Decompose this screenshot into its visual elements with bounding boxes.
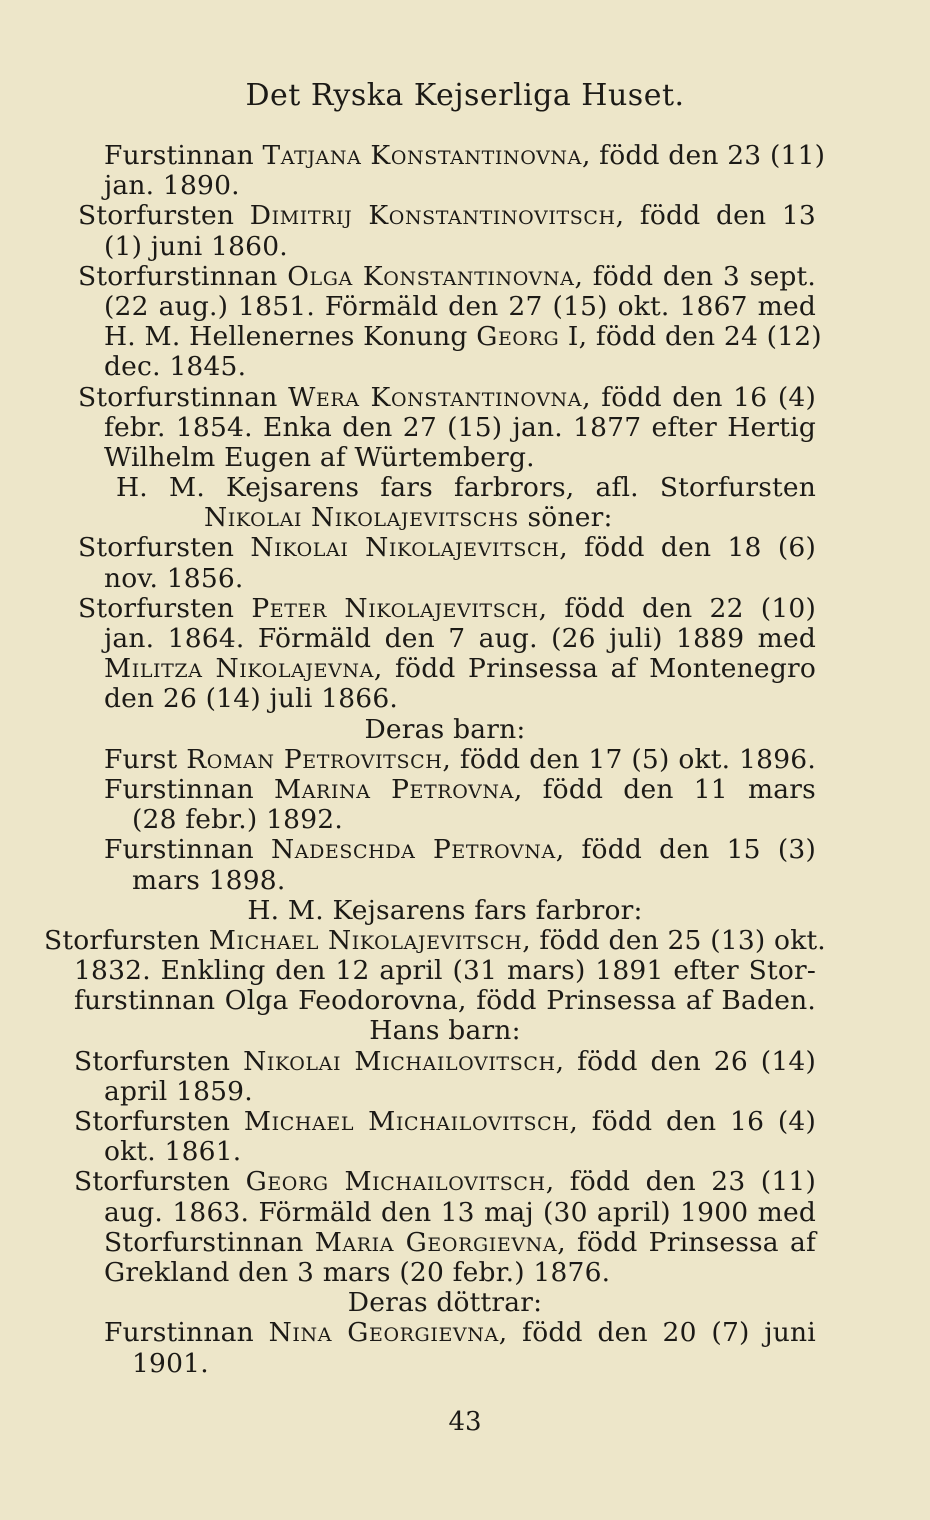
text-run: dec. 1845.: [104, 351, 247, 383]
text-line: [104, 171, 816, 201]
name-smallcaps: Militza Nikolajevna: [104, 653, 374, 685]
text-run: Storfursten: [78, 592, 252, 624]
text-run: , född den 16 (4): [582, 381, 816, 413]
text-run: Furstinnan: [104, 834, 271, 866]
text-run: april 1859.: [104, 1075, 253, 1107]
section-heading: [74, 715, 816, 745]
text-line: [132, 805, 816, 835]
text-line: [78, 533, 816, 563]
text-line: [74, 956, 816, 986]
text-run: , född den 26 (14): [555, 1045, 816, 1077]
text-run: Storfursten: [74, 1045, 244, 1077]
text-run: , född den 18 (6): [559, 532, 816, 564]
text-line: [104, 775, 816, 805]
text-line: [104, 654, 816, 684]
section-heading: [74, 1288, 816, 1318]
name-smallcaps: Nikolai Nikolajevitsch: [250, 532, 560, 564]
text-run: H. M. Hellenernes Konung: [104, 321, 477, 353]
text-line: [116, 473, 816, 503]
text-run: Storfurstinnan: [104, 1226, 315, 1258]
text-line: [104, 1258, 816, 1288]
name-smallcaps: Nikolai Michailovitsch: [243, 1045, 556, 1077]
text-run: Storfursten: [78, 200, 250, 232]
name-smallcaps: Tatjana Konstantinovna: [262, 140, 582, 171]
text-line: [104, 1077, 816, 1107]
text-run: Wilhelm Eugen af Würtemberg.: [104, 441, 535, 473]
name-smallcaps: Nikolai Nikolajevitschs: [204, 502, 519, 534]
text-run: , född Prinsessa af: [557, 1226, 816, 1258]
text-run: , född den 13: [615, 200, 816, 232]
text-line: [74, 986, 816, 1016]
text-run: I, född den 24 (12): [559, 321, 822, 353]
text-line: [74, 1107, 816, 1137]
text-line: [104, 352, 816, 382]
text-line: [104, 232, 816, 262]
text-run: (1) juni 1860.: [104, 230, 288, 262]
text-line: [104, 140, 826, 171]
text-line: [104, 1137, 816, 1167]
name-smallcaps: Maria Georgievna: [314, 1226, 558, 1258]
text-run: jan. 1864. Förmäld den 7 aug. (26 juli) 1889 med: [104, 623, 816, 654]
text-line: [104, 564, 816, 594]
text-run: , född den 11 mars: [513, 773, 816, 805]
text-run: , född den 22 (10): [538, 592, 816, 624]
text-line: [104, 321, 822, 353]
text-run: , född den 16 (4): [569, 1106, 816, 1137]
section-heading: [74, 896, 816, 926]
name-smallcaps: Georg: [476, 321, 560, 353]
text-run: den 26 (14) juli 1866.: [104, 683, 399, 715]
name-smallcaps: Michael Nikolajevitsch: [208, 924, 523, 956]
text-run: , född den 17 (5) okt. 1896.: [442, 743, 816, 775]
text-run: jan. 1890.: [104, 170, 240, 202]
text-line: [104, 413, 816, 443]
text-run: söner:: [518, 502, 613, 534]
text-run: Deras barn:: [364, 713, 526, 745]
text-run: (28 febr.) 1892.: [132, 804, 343, 836]
text-line: [78, 262, 816, 292]
text-run: Hans barn:: [369, 1015, 521, 1047]
text-line: [104, 292, 816, 322]
text-line: [204, 503, 816, 533]
text-run: okt. 1861.: [104, 1136, 242, 1168]
text-line: [104, 443, 816, 473]
text-run: Storfursten: [78, 532, 251, 564]
text-line: [104, 624, 816, 654]
text-run: Deras döttrar:: [347, 1287, 543, 1319]
running-header: Det Ryska Kejserliga Huset.: [245, 78, 685, 113]
text-run: aug. 1863. Förmäld den 13 maj (30 april) 1900 med: [104, 1196, 816, 1228]
text-run: Storfurstinnan: [78, 260, 288, 292]
text-line: [74, 1047, 816, 1077]
text-run: 1901.: [132, 1347, 209, 1379]
name-smallcaps: Nadeschda Petrovna: [270, 834, 556, 866]
text-line: [44, 924, 826, 956]
name-smallcaps: Peter Nikolajevitsch: [251, 592, 539, 624]
text-line: [78, 383, 816, 413]
text-line: [132, 866, 816, 896]
text-run: H. M. Kejsarens fars farbrors, afl. Storfursten: [116, 472, 816, 504]
text-line: [104, 1318, 816, 1348]
text-run: H. M. Kejsarens fars farbror:: [247, 894, 643, 926]
text-run: febr. 1854. Enka den 27 (15) jan. 1877 efter Hertig: [104, 411, 816, 443]
text-run: Storfursten: [74, 1166, 246, 1198]
text-run: Furstinnan: [104, 773, 274, 805]
text-run: , född den 3 sept.: [574, 260, 816, 292]
name-smallcaps: Nina Georgievna: [268, 1317, 499, 1349]
name-smallcaps: Dimitrij Konstantinovitsch: [249, 200, 616, 232]
text-run: , född den 15 (3): [555, 834, 816, 866]
name-smallcaps: Wera Konstantinovna: [288, 381, 583, 413]
text-line: [104, 1198, 816, 1228]
text-line: [78, 594, 816, 624]
text-run: Storfurstinnan: [78, 381, 289, 413]
text-run: , född Prinsessa af Montenegro: [373, 653, 817, 685]
text-run: Furst: [104, 743, 187, 775]
text-line: [104, 835, 816, 865]
section-heading: [74, 1016, 816, 1046]
text-line: [78, 201, 816, 231]
text-run: mars 1898.: [132, 864, 286, 896]
text-run: , född den 25 (13) okt.: [522, 924, 826, 956]
page-body: [44, 140, 826, 1379]
text-line: [104, 1228, 816, 1258]
text-run: 1832. Enkling den 12 april (31 mars) 1891 efter Stor-: [74, 955, 816, 987]
text-run: Storfursten: [44, 924, 209, 956]
text-run: Grekland den 3 mars (20 febr.) 1876.: [104, 1256, 611, 1288]
text-run: (22 aug.) 1851. Förmäld den 27 (15) okt. 1867 med: [104, 290, 816, 322]
name-smallcaps: Roman Petrovitsch: [186, 743, 443, 775]
text-run: Furstinnan: [104, 1317, 269, 1349]
text-line: [104, 745, 816, 775]
name-smallcaps: Olga Konstantinovna: [287, 260, 575, 292]
text-run: Storfursten: [74, 1106, 244, 1137]
text-run: , född den 23 (11): [545, 1166, 816, 1198]
page-number: 43: [448, 1407, 482, 1437]
text-run: furstinnan Olga Feodorovna, född Prinsessa af Baden.: [74, 985, 816, 1017]
name-smallcaps: Michael Michailovitsch: [243, 1106, 570, 1137]
text-run: Furstinnan: [104, 140, 263, 171]
text-line: [104, 684, 816, 714]
text-run: , född den 23 (11): [581, 140, 826, 171]
text-run: , född den 20 (7) juni: [498, 1317, 816, 1349]
name-smallcaps: Marina Petrovna: [273, 773, 514, 805]
text-run: nov. 1856.: [104, 562, 244, 594]
text-line: [132, 1349, 816, 1379]
name-smallcaps: Georg Michailovitsch: [245, 1166, 546, 1198]
text-line: [74, 1167, 816, 1197]
